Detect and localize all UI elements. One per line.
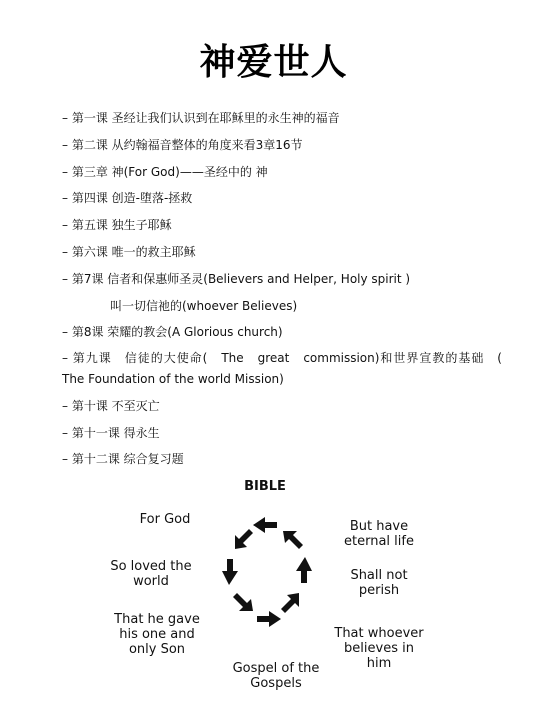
- lesson-item: – 第二课 从约翰福音整体的角度来看3章16节: [62, 138, 303, 152]
- lesson-item: – 第8课 荣耀的教会(A Glorious church): [62, 325, 283, 339]
- lesson-item: – 第十一课 得永生: [62, 426, 160, 440]
- arrow-icon: [233, 593, 253, 611]
- arrow-icon: [253, 517, 277, 533]
- label-eternal-life: But have eternal life: [344, 519, 414, 549]
- arrow-icon: [296, 557, 312, 583]
- arrow-icon: [283, 531, 303, 549]
- label-gospel: Gospel of the Gospels: [232, 661, 320, 691]
- label-for-god: For God: [139, 512, 191, 527]
- lesson-item: – 第五课 独生子耶稣: [62, 218, 172, 232]
- arrow-icon: [281, 593, 299, 613]
- lesson-item: 叫一切信祂的(whoever Believes): [110, 299, 298, 313]
- label-whoever: That whoever believes in him: [334, 626, 424, 671]
- lesson-item: – 第一课 圣经让我们认识到在耶稣里的永生神的福音: [62, 111, 340, 125]
- cycle-arrows: [222, 517, 312, 627]
- label-so-loved: So loved the world: [110, 559, 192, 589]
- arrow-icon: [222, 559, 238, 585]
- lesson-item: – 第三章 神(For God)——圣经中的 神: [62, 165, 268, 179]
- lesson-item: – 第7课 信者和保惠师圣灵(Believers and Helper, Holy spirit ): [62, 272, 411, 286]
- label-he-gave: That he gave his one and only Son: [114, 612, 200, 657]
- lesson-item: – 第六课 唯一的救主耶稣: [62, 245, 196, 259]
- bible-diagram: [105, 473, 423, 695]
- lesson-item: – 第四课 创造-堕落-拯救: [62, 191, 193, 205]
- lesson-item: – 第十二课 综合复习题: [62, 452, 184, 466]
- lesson-item: – 第九课 信徒的大使命( The great commission)和世界宣教的基础 ( The Foundation of the world Mission): [62, 351, 515, 386]
- page-title: 神爱世人: [199, 42, 348, 83]
- lesson-item: – 第十课 不至灭亡: [62, 399, 160, 413]
- label-not-perish: Shall not perish: [350, 568, 408, 598]
- diagram-heading: BIBLE: [244, 479, 286, 494]
- arrow-icon: [257, 611, 281, 627]
- arrow-icon: [235, 529, 253, 549]
